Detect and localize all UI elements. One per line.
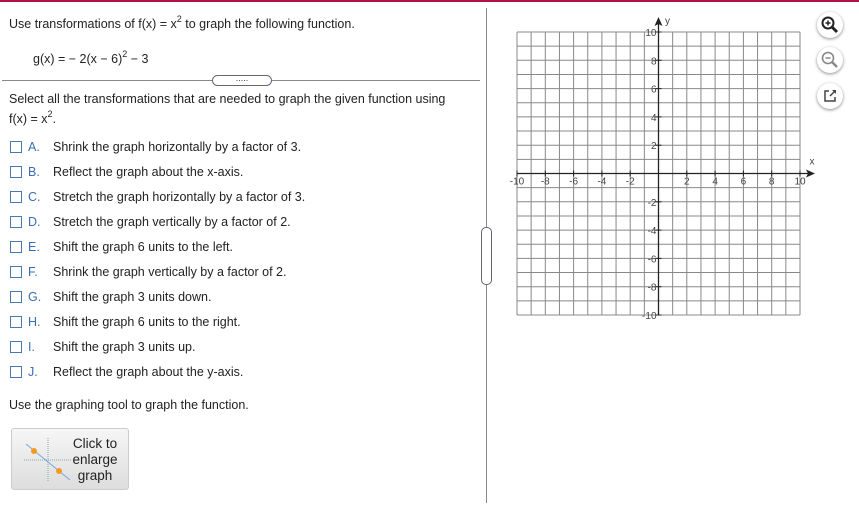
x-tick-label: -2 [625, 176, 635, 188]
checkbox[interactable] [10, 241, 22, 253]
option-letter: F. [28, 265, 38, 279]
option-j[interactable] [10, 363, 243, 381]
option-letter: J. [28, 365, 38, 379]
option-letter: I. [28, 340, 35, 354]
option-letter: D. [28, 215, 41, 229]
option-text: Reflect the graph about the x-axis. [53, 165, 244, 179]
option-letter: E. [28, 240, 40, 254]
zoom-in-button[interactable] [817, 12, 843, 38]
external-link-icon [817, 83, 843, 109]
enlarge-graph-label: Click to enlarge graph [72, 436, 118, 483]
select-prompt-function: $f(x) = x^2$. [9, 109, 57, 126]
option-e[interactable] [10, 238, 233, 256]
option-b[interactable] [10, 163, 243, 181]
option-text: Shift the graph 3 units down. [53, 290, 212, 304]
x-tick-label: -10 [509, 176, 525, 188]
x-tick-label: 8 [768, 176, 775, 188]
option-text: Shift the graph 3 units up. [53, 340, 196, 354]
option-letter: G. [28, 290, 42, 304]
popout-button[interactable] [817, 83, 843, 109]
y-tick-label: -4 [647, 226, 657, 238]
y-tick-label: -10 [642, 311, 657, 322]
y-tick-label: -2 [647, 197, 657, 209]
y-axis-label: y [665, 16, 670, 27]
horizontal-resize-handle[interactable]: ..... [212, 75, 272, 86]
x-tick-label: 10 [794, 176, 806, 188]
option-letter: H. [28, 315, 41, 329]
option-text: Stretch the graph horizontally by a factor of 3. [53, 190, 306, 204]
option-g[interactable] [10, 288, 211, 306]
checkbox[interactable] [10, 291, 22, 303]
checkbox[interactable] [10, 191, 22, 203]
option-letter: A. [28, 140, 40, 154]
y-tick-label: -8 [647, 282, 657, 294]
option-a[interactable] [10, 138, 301, 156]
x-tick-label: 4 [712, 176, 718, 188]
option-i[interactable] [10, 338, 195, 356]
x-tick-label: 2 [684, 176, 690, 188]
checkbox[interactable] [10, 366, 22, 378]
y-tick-label: -6 [647, 254, 657, 266]
checkbox[interactable] [10, 216, 22, 228]
graph-thumbnail-icon [18, 432, 74, 488]
zoom-out-button[interactable] [817, 47, 843, 73]
zoom-out-icon [817, 47, 843, 73]
checkbox[interactable] [10, 141, 22, 153]
option-d[interactable] [10, 213, 291, 231]
checkbox[interactable] [10, 341, 22, 353]
option-text: Shrink the graph horizontally by a factor of 3. [53, 140, 302, 154]
option-text: Shrink the graph vertically by a factor of 2. [53, 265, 287, 279]
select-prompt: Select all the transformations that are needed to graph the given function using [9, 92, 446, 106]
x-axis-label: x [809, 156, 815, 168]
checkbox[interactable] [10, 166, 22, 178]
x-tick-label: -4 [597, 176, 607, 188]
vertical-resize-handle[interactable] [481, 227, 492, 285]
option-text: Shift the graph 6 units to the left. [53, 240, 233, 254]
x-tick-label: -6 [569, 176, 579, 188]
option-text: Shift the graph 6 units to the right. [53, 315, 241, 329]
option-letter: B. [28, 165, 40, 179]
y-tick-label: 4 [650, 112, 657, 124]
graph-area[interactable] [495, 5, 825, 335]
zoom-in-icon [817, 12, 843, 38]
option-letter: C. [28, 190, 41, 204]
enlarge-graph-button[interactable] [11, 428, 129, 490]
x-tick-label: -8 [540, 176, 550, 188]
checkbox[interactable] [10, 316, 22, 328]
graph-prompt: Use the graphing tool to graph the function. [9, 398, 249, 412]
y-tick-label: 6 [650, 84, 657, 96]
option-f[interactable] [10, 263, 286, 281]
question-intro: Use transformations of $f(x) = x^2$ to graph the following function. [9, 14, 355, 31]
option-h[interactable] [10, 313, 241, 331]
y-tick-label: 10 [645, 28, 657, 39]
checkbox[interactable] [10, 266, 22, 278]
option-text: Stretch the graph vertically by a factor of 2. [53, 215, 291, 229]
x-tick-label: 6 [740, 176, 747, 188]
function-expression: g(x) = − $2(x - 6)^2 - 3$ [33, 49, 149, 66]
option-c[interactable] [10, 188, 305, 206]
option-text: Reflect the graph about the y-axis. [53, 365, 244, 379]
y-tick-label: 8 [650, 56, 657, 68]
y-tick-label: 2 [650, 141, 657, 153]
